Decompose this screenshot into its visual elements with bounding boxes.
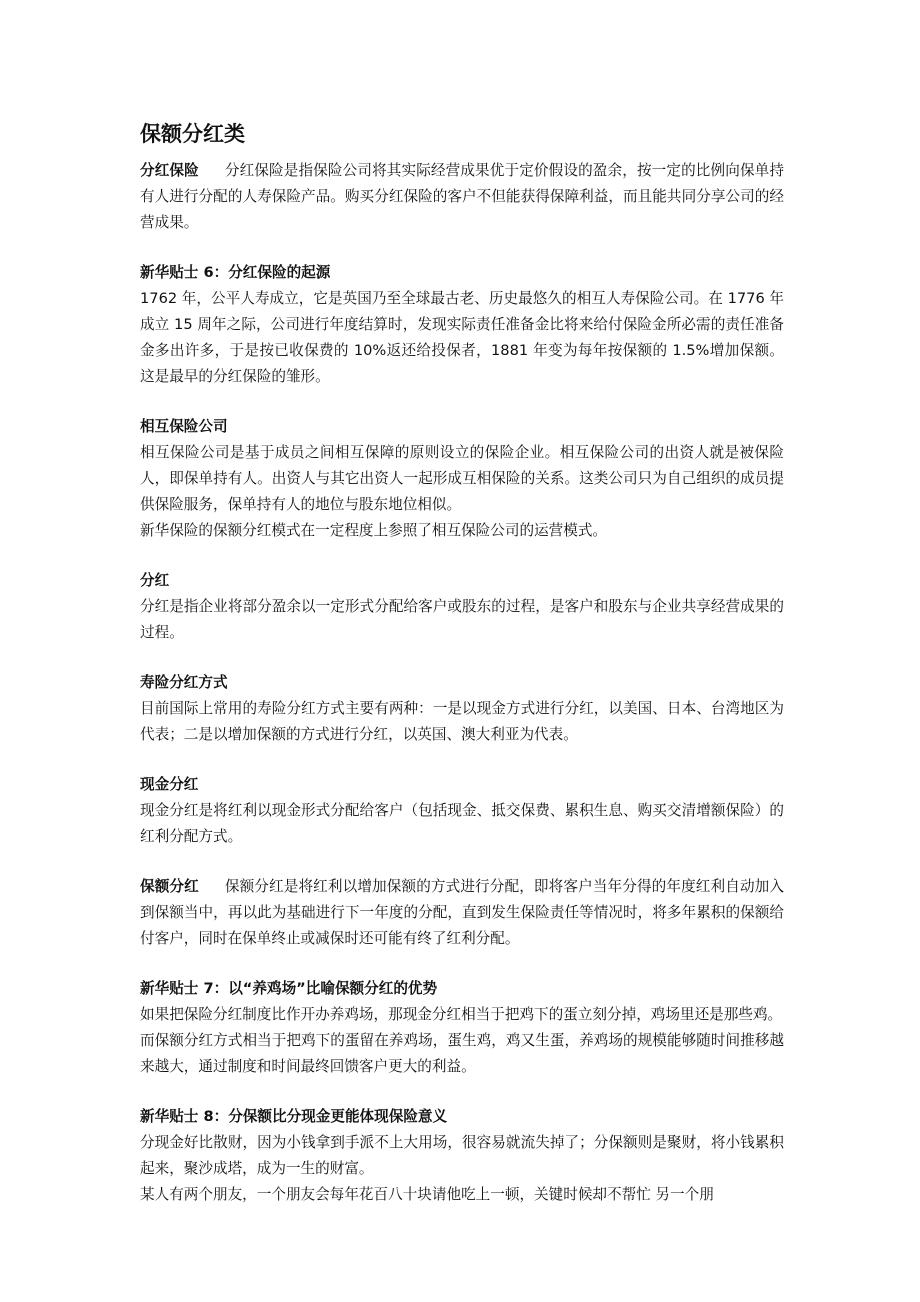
paragraph: 目前国际上常用的寿险分红方式主要有两种：一是以现金方式进行分红，以美国、日本、台湾地区为代表；二是以增加保额的方式进行分红，以英国、澳大利亚为代表。 (140, 700, 784, 743)
spacer (140, 952, 784, 976)
document-page (140, 118, 784, 1208)
spacer (140, 748, 784, 772)
section-heading: 寿险分红方式 (140, 674, 228, 691)
section-body: 分红保险是指保险公司将其实际经营成果优于定价假设的盈余，按一定的比例向保单持有人进行分配的人寿保险产品。购买分红保险的客户不但能获得保障利益，而且能共同分享公司的经营成果。 (140, 162, 784, 231)
page-title: 保额分红类 (140, 122, 245, 146)
section-heading: 新华贴士 6：分红保险的起源 (140, 264, 331, 281)
paragraph: 相互保险公司是基于成员之间相互保障的原则设立的保险企业。相互保险公司的出资人就是被保险人，即保单持有人。出资人与其它出资人一起形成互相保险的关系。这类公司只为自己组织的成员提供保险服务，保单持有人的地位与股东地位相似。 (140, 444, 784, 513)
section-heading: 新华贴士 8：分保额比分现金更能体现保险意义 (140, 1108, 448, 1125)
spacer (140, 390, 784, 414)
paragraph: 某人有两个朋友，一个朋友会每年花百八十块请他吃上一顿，关键时候却不帮忙 另一个朋 (140, 1186, 714, 1203)
spacer (140, 236, 784, 260)
spacer (140, 646, 784, 670)
paragraph: 新华保险的保额分红模式在一定程度上参照了相互保险公司的运营模式。 (140, 522, 608, 539)
spacer (140, 850, 784, 874)
spacer (140, 1080, 784, 1104)
paragraph: 分现金好比散财，因为小钱拿到手派不上大用场，很容易就流失掉了；分保额则是聚财，将小钱累积起来，聚沙成塔，成为一生的财富。 (140, 1134, 784, 1177)
section-heading: 分红保险 (140, 162, 199, 179)
section-heading: 相互保险公司 (140, 418, 228, 435)
paragraph: 现金分红是将红利以现金形式分配给客户（包括现金、抵交保费、累积生息、购买交清增额保险）的红利分配方式。 (140, 802, 784, 845)
section-sum-assured-dividend (140, 874, 784, 952)
section-heading: 现金分红 (140, 776, 199, 793)
paragraph: 如果把保险分红制度比作开办养鸡场，那现金分红相当于把鸡下的蛋立刻分掉，鸡场里还是那些鸡。 (140, 1006, 783, 1023)
paragraph: 分红是指企业将部分盈余以一定形式分配给客户或股东的过程，是客户和股东与企业共享经营成果的过程。 (140, 598, 784, 641)
section-heading: 保额分红 (140, 878, 199, 895)
paragraph: 而保额分红方式相当于把鸡下的蛋留在养鸡场，蛋生鸡，鸡又生蛋，养鸡场的规模能够随时间推移越来越大，通过制度和时间最终回馈客户更大的利益。 (140, 1032, 784, 1075)
spacer (140, 544, 784, 568)
paragraph: 1762 年，公平人寿成立，它是英国乃至全球最古老、历史最悠久的相互人寿保险公司。在 1776 年成立 15 周年之际，公司进行年度结算时，发现实际责任准备金比将来给付保险金所必需的责任准备金多出许多，于是按已收保费的 10%返还给投保者，1881 年变为每年按保额的 1.5%增加保额。这是最早的分红保险的雏形。 (140, 290, 784, 385)
section-heading: 新华贴士 7：以“养鸡场”比喻保额分红的优势 (140, 980, 438, 997)
section-body: 保额分红是将红利以增加保额的方式进行分配，即将客户当年分得的年度红利自动加入到保额当中，再以此为基础进行下一年度的分配，直到发生保险责任等情况时，将多年累积的保额给付客户，同时在保单终止或减保时还可能有终了红利分配。 (140, 878, 784, 947)
section-dividend-insurance (140, 158, 784, 236)
section-heading: 分红 (140, 572, 170, 589)
